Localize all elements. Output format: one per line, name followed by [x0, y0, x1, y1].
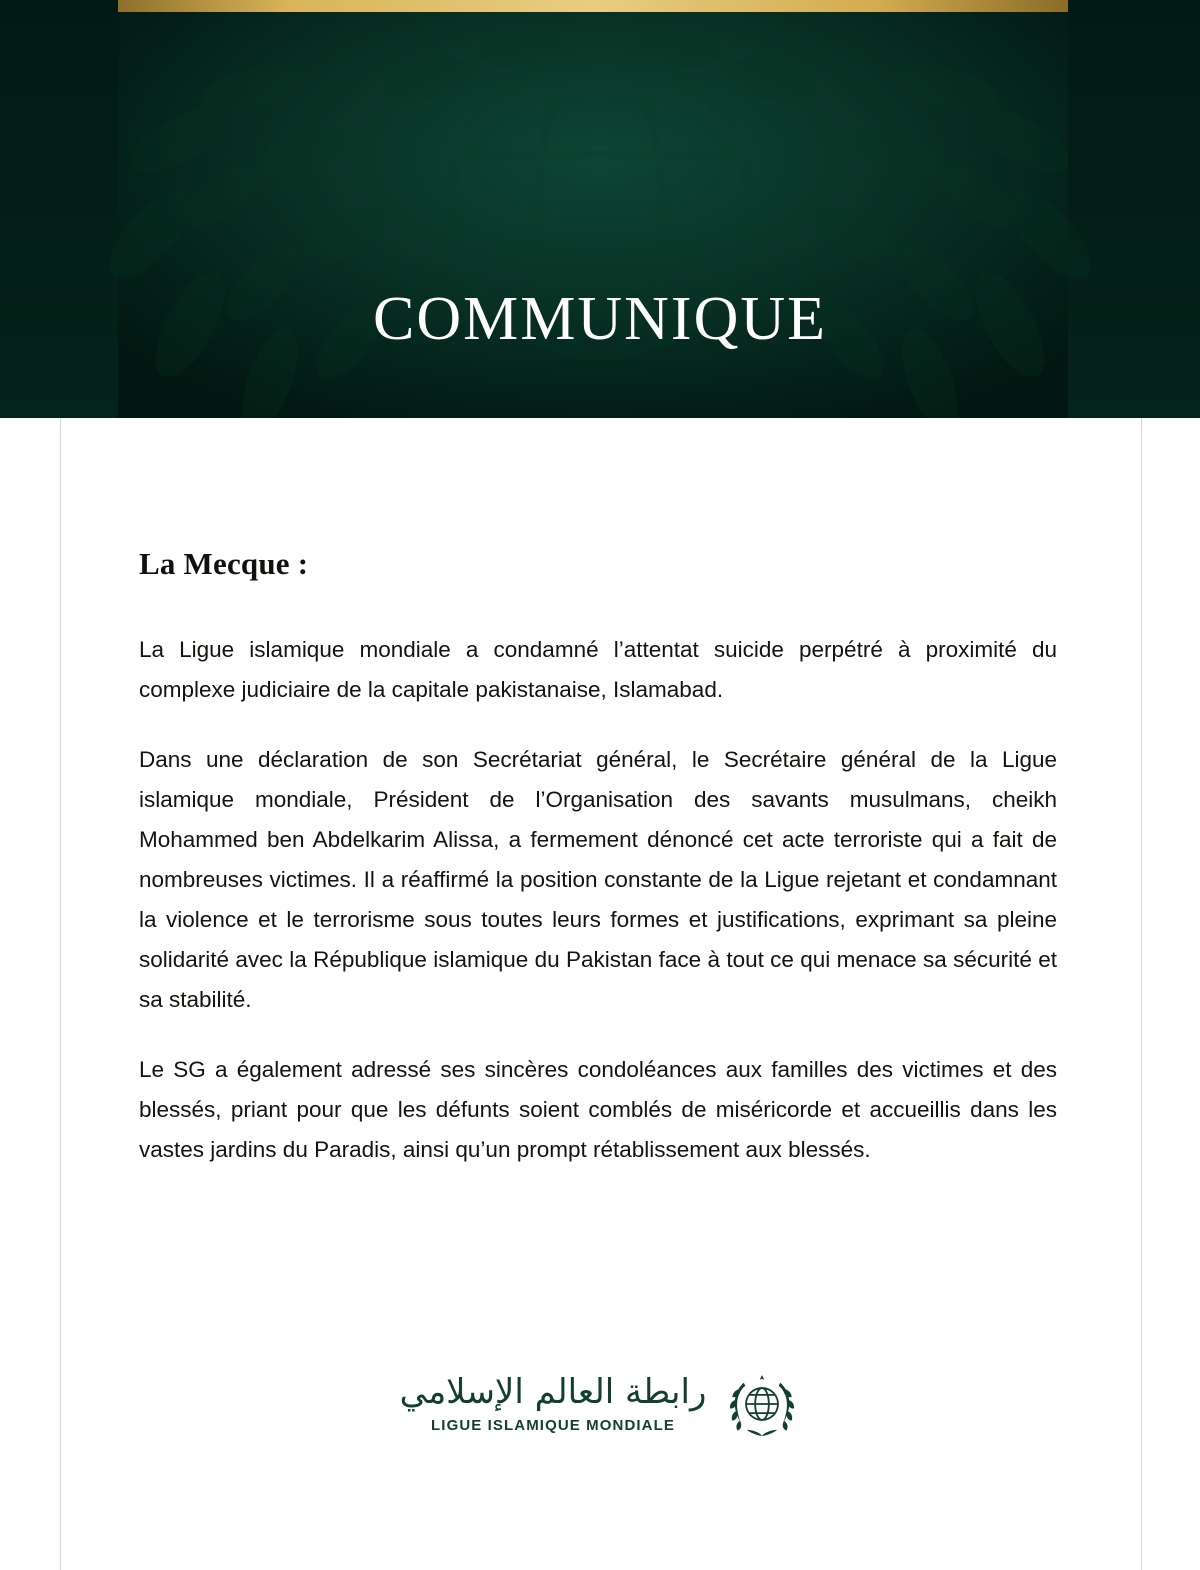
dateline: La Mecque :: [139, 546, 309, 581]
document-body: [0, 418, 1200, 1570]
page-title: COMMUNIQUE: [373, 285, 827, 353]
paragraph: Dans une déclaration de son Secrétariat général, le Secrétaire général de la Ligue islamique mondiale, Président de l’Organisation des savants musulmans, cheikh Mohammed ben Abdelkarim Alissa, a fermement dénoncé cet acte terroriste qui a fait de nombreuses victimes. Il a réaffirmé la position constante de la Ligue rejetant et condamnant la violence et le terrorisme sous toutes leurs formes et justifications, exprimant sa pleine solidarité avec la République islamique du Pakistan face à tout ce qui menace sa sécurité et sa stabilité.: [139, 747, 1057, 1012]
document-header: [0, 0, 1200, 418]
header-right-strip: [1068, 0, 1200, 418]
laurel-watermark-icon: [0, 20, 1200, 418]
paragraph: La Ligue islamique mondiale a condamné l’attentat suicide perpétré à proximité du complexe judiciaire de la capitale pakistanaise, Islamabad.: [139, 637, 1057, 702]
header-left-strip: [0, 0, 118, 418]
logo-latin-text: LIGUE ISLAMIQUE MONDIALE: [431, 1417, 675, 1435]
paragraph: Le SG a également adressé ses sincères condoléances aux familles des victimes et des blessés, priant pour que les défunts soient comblés de miséricorde et accueillis dans les vastes jardins du Paradis, ainsi qu’un prompt rétablissement aux blessés.: [139, 1057, 1057, 1162]
logo-wordmark: [399, 1371, 707, 1435]
body-text-column: [139, 418, 1057, 1170]
footer-logo: [0, 1366, 1200, 1442]
gold-accent-bar: [118, 0, 1068, 12]
logo-arabic-text: رابطة العالم الإسلامي: [399, 1371, 707, 1412]
globe-laurel-emblem-icon: [724, 1366, 800, 1442]
